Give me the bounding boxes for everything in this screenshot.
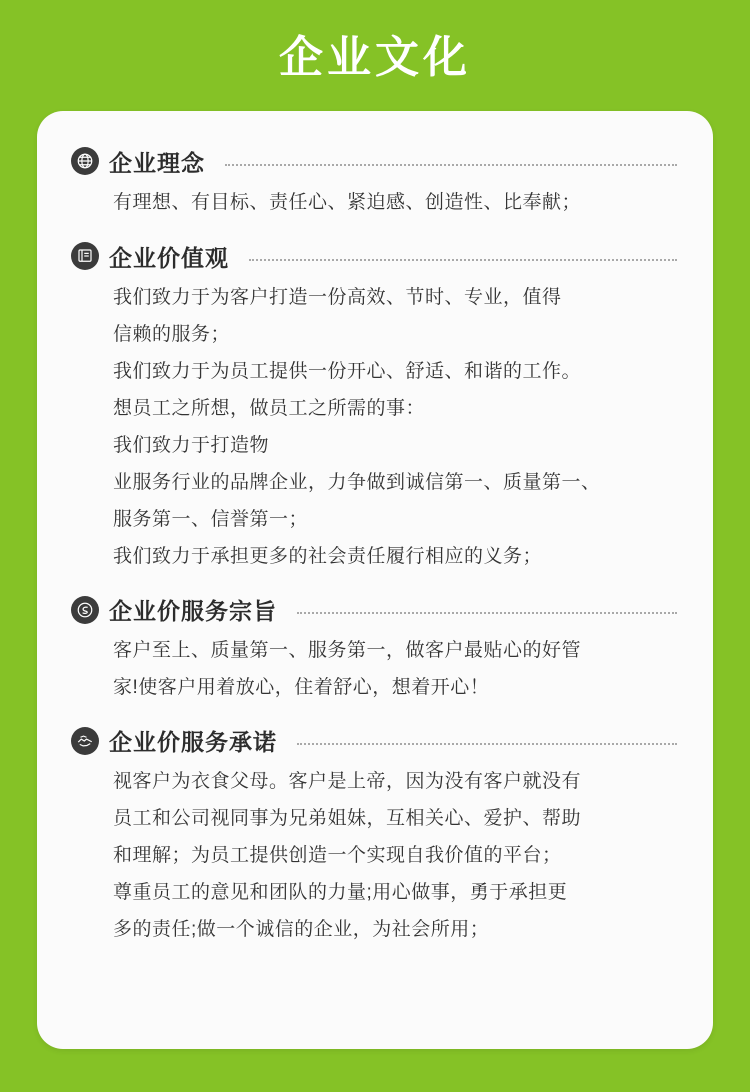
body-line: 客户至上、质量第一、服务第一，做客户最贴心的好管 xyxy=(113,640,582,662)
dotted-divider xyxy=(297,743,677,746)
body-line: 尊重员工的意见和团队的力量;用心做事，勇于承担更 xyxy=(113,882,568,904)
body-line: 我们致力于打造物 xyxy=(113,434,270,456)
dotted-divider xyxy=(249,259,677,262)
body-line: 服务第一、信誉第一； xyxy=(113,509,309,531)
section-header xyxy=(71,724,679,757)
section-title: 企业价服务承诺 xyxy=(109,729,277,756)
section-body xyxy=(71,279,679,575)
section-corporate-philosophy xyxy=(71,145,679,222)
section-body xyxy=(71,763,679,948)
section-title: 企业价值观 xyxy=(109,244,229,271)
body-line: 我们致力于为员工提供一份开心、舒适、和谐的工作。 xyxy=(113,360,582,382)
dotted-divider xyxy=(297,612,677,615)
section-title: 企业价服务宗旨 xyxy=(109,598,277,625)
content-card xyxy=(37,111,713,1049)
section-service-commitment xyxy=(71,724,679,948)
section-service-purpose xyxy=(71,593,679,706)
target-icon xyxy=(71,596,99,624)
body-line: 业服务行业的品牌企业，力争做到诚信第一、质量第一、 xyxy=(113,472,601,494)
body-line: 有理想、有目标、责任心、紧迫感、创造性、比奉献； xyxy=(113,191,582,213)
body-line: 家!使客户用着放心，住着舒心，想着开心！ xyxy=(113,677,490,699)
body-line: 想员工之所想，做员工之所需的事： xyxy=(113,397,426,419)
page-title: 企业文化 xyxy=(279,33,471,82)
section-corporate-values xyxy=(71,240,679,575)
globe-icon xyxy=(71,147,99,175)
handshake-icon xyxy=(71,727,99,755)
section-body xyxy=(71,632,679,706)
body-line: 多的责任;做一个诚信的企业，为社会所用； xyxy=(113,919,490,941)
body-line: 我们致力于承担更多的社会责任履行相应的义务； xyxy=(113,546,543,568)
section-body xyxy=(71,184,679,222)
book-icon xyxy=(71,242,99,270)
body-line: 视客户为衣食父母。客户是上帝，因为没有客户就没有 xyxy=(113,771,582,793)
body-line: 员工和公司视同事为兄弟姐妹，互相关心、爱护、帮助 xyxy=(113,808,582,830)
body-line: 信赖的服务； xyxy=(113,323,231,345)
section-title: 企业理念 xyxy=(109,149,205,176)
dotted-divider xyxy=(225,164,677,167)
body-line: 我们致力于为客户打造一份高效、节时、专业，值得 xyxy=(113,286,562,308)
section-header xyxy=(71,593,679,626)
section-header xyxy=(71,240,679,273)
section-header xyxy=(71,145,679,178)
body-line: 和理解；为员工提供创造一个实现自我价值的平台； xyxy=(113,845,562,867)
